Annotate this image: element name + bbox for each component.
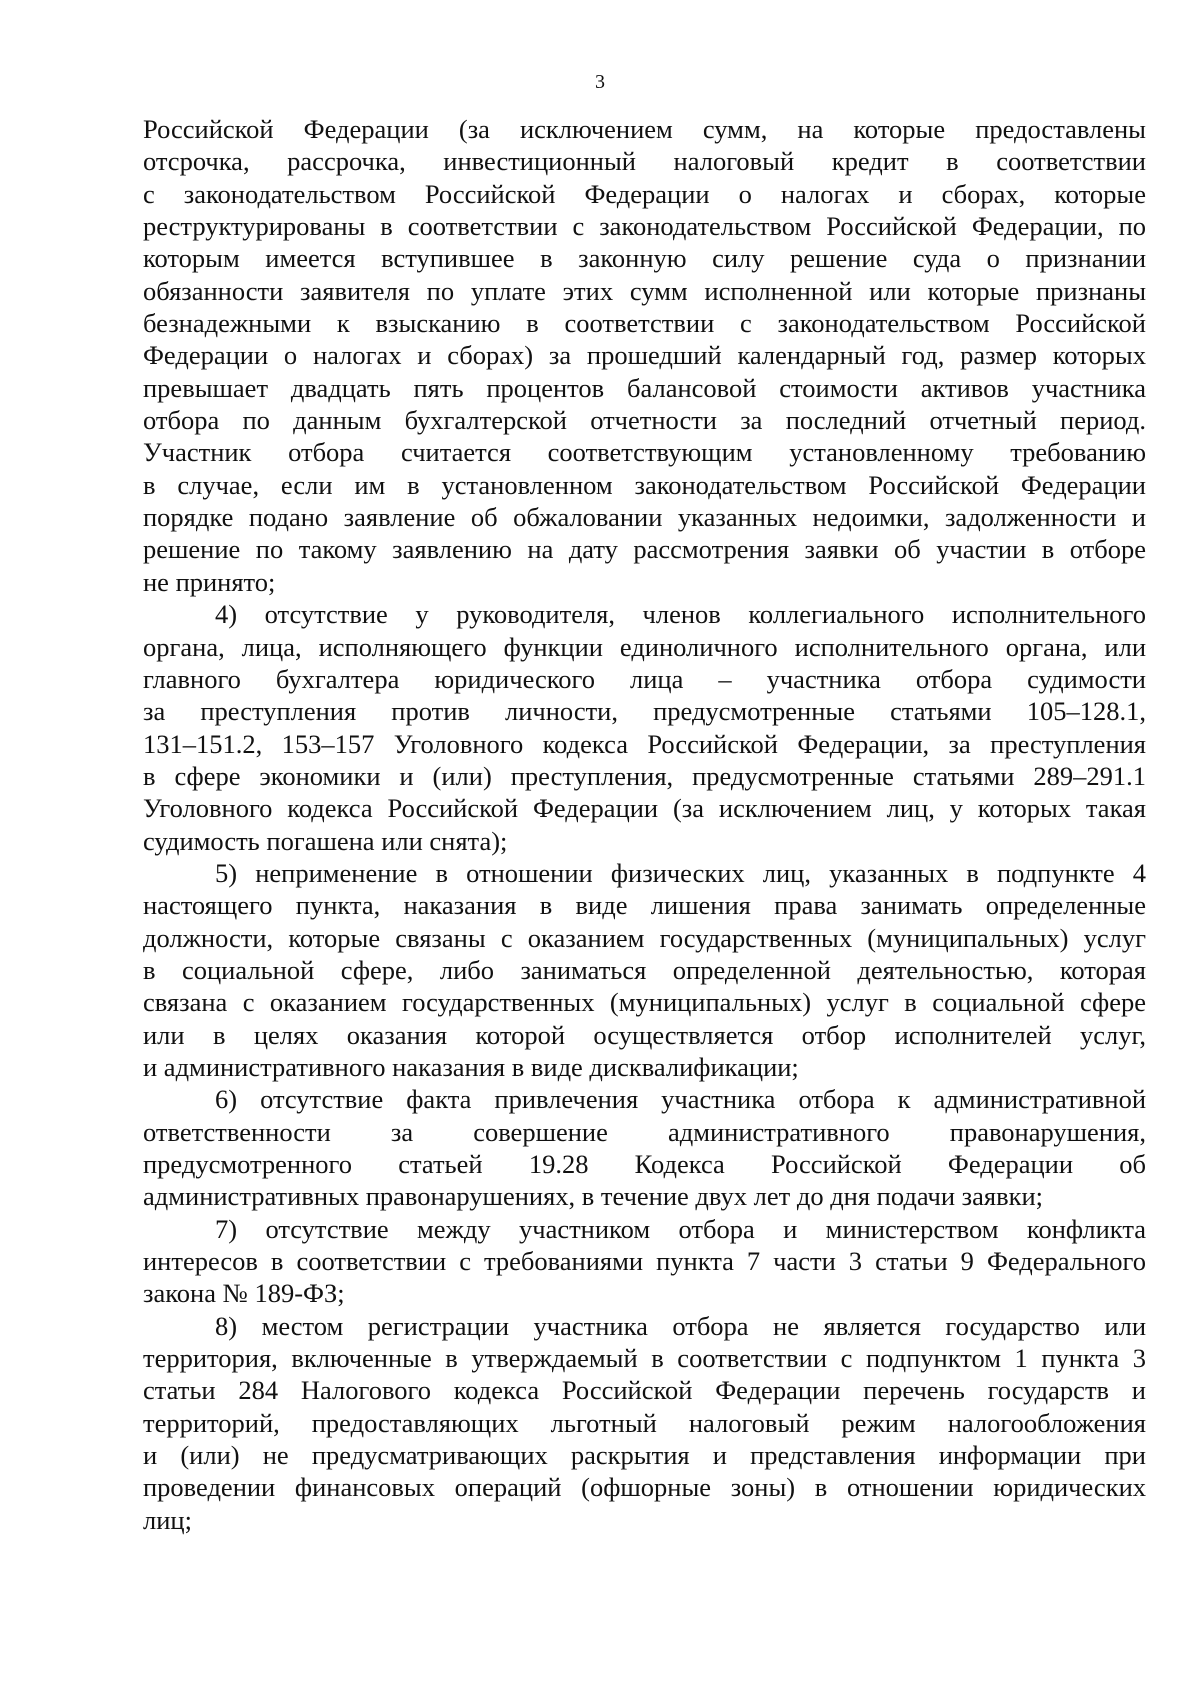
paragraph-item-8-start: 8) местом регистрации участника отбора не является государство или	[215, 1310, 1146, 1341]
text-line: судимость погашена или снята);	[143, 825, 508, 856]
text-line: административных правонарушениях, в течение двух лет до дня подачи заявки;	[143, 1181, 1044, 1212]
text-line: интересов в соответствии с требованиями пункта 7 части 3 статьи 9 Федерального	[143, 1246, 1146, 1277]
text-line: отбора по данным бухгалтерской отчетности за последний отчетный период.	[143, 405, 1146, 436]
text-line: Уголовного кодекса Российской Федерации (за исключением лиц, у которых такая	[143, 793, 1146, 824]
text-line: ответственности за совершение административного правонарушения,	[143, 1116, 1146, 1147]
text-line: и (или) не предусматривающих раскрытия и представления информации при	[143, 1440, 1146, 1471]
text-line: отсрочка, рассрочка, инвестиционный налоговый кредит в соответствии	[143, 146, 1146, 177]
text-line: решение по такому заявлению на дату рассмотрения заявки об участии в отборе	[143, 534, 1146, 565]
text-line: за преступления против личности, предусмотренные статьями 105–128.1,	[143, 696, 1146, 727]
text-line: 131–151.2, 153–157 Уголовного кодекса Российской Федерации, за преступления	[143, 728, 1146, 759]
text-line: превышает двадцать пять процентов балансовой стоимости активов участника	[143, 372, 1146, 403]
paragraph-item-4-start: 4) отсутствие у руководителя, членов коллегиального исполнительного	[215, 599, 1146, 630]
text-line: не принято;	[143, 566, 276, 597]
text-line: настоящего пункта, наказания в виде лишения права занимать определенные	[143, 890, 1146, 921]
text-line: реструктурированы в соответствии с законодательством Российской Федерации, по	[143, 211, 1146, 242]
text-line: Федерации о налогах и сборах) за прошедший календарный год, размер которых	[143, 340, 1146, 371]
text-line: лиц;	[143, 1504, 192, 1535]
paragraph-item-5-start: 5) неприменение в отношении физических лиц, указанных в подпункте 4	[215, 857, 1146, 888]
text-line: с законодательством Российской Федерации о налогах и сборах, которые	[143, 178, 1146, 209]
text-line: территория, включенные в утверждаемый в соответствии с подпунктом 1 пункта 3	[143, 1343, 1146, 1374]
text-line: безнадежными к взысканию в соответствии с законодательством Российской	[143, 308, 1146, 339]
text-line: которым имеется вступившее в законную силу решение суда о признании	[143, 243, 1146, 274]
text-line: порядке подано заявление об обжаловании указанных недоимки, задолженности и	[143, 502, 1146, 533]
text-line: должности, которые связаны с оказанием государственных (муниципальных) услуг	[143, 922, 1146, 953]
text-line: в социальной сфере, либо заниматься определенной деятельностью, которая	[143, 954, 1146, 985]
text-line: и административного наказания в виде дисквалификации;	[143, 1051, 799, 1082]
text-line: или в целях оказания которой осуществляется отбор исполнителей услуг,	[143, 1019, 1146, 1050]
text-line: предусмотренного статьей 19.28 Кодекса Российской Федерации об	[143, 1149, 1146, 1179]
text-line: Участник отбора считается соответствующим установленному требованию	[143, 437, 1146, 468]
text-line: территорий, предоставляющих льготный налоговый режим налогообложения	[143, 1407, 1146, 1438]
text-line: проведении финансовых операций (офшорные зоны) в отношении юридических	[143, 1472, 1146, 1503]
document-body	[143, 113, 1146, 1536]
text-line: закона № 189-ФЗ;	[143, 1278, 345, 1309]
paragraph-item-6-start: 6) отсутствие факта привлечения участника отбора к административной	[215, 1084, 1146, 1115]
text-line: связана с оказанием государственных (муниципальных) услуг в социальной сфере	[143, 987, 1146, 1018]
page-number: 3	[595, 71, 605, 93]
paragraph-item-7-start: 7) отсутствие между участником отбора и министерством конфликта	[215, 1213, 1146, 1244]
text-line: обязанности заявителя по уплате этих сумм исполненной или которые признаны	[143, 275, 1146, 306]
text-line: в сфере экономики и (или) преступления, предусмотренные статьями 289–291.1	[143, 760, 1146, 791]
text-line: в случае, если им в установленном законодательством Российской Федерации	[143, 469, 1146, 500]
text-line: главного бухгалтера юридического лица – участника отбора судимости	[143, 663, 1146, 694]
text-line: статьи 284 Налогового кодекса Российской Федерации перечень государств и	[143, 1375, 1146, 1406]
text-line: Российской Федерации (за исключением сумм, на которые предоставлены	[143, 114, 1146, 144]
text-line: органа, лица, исполняющего функции единоличного исполнительного органа, или	[143, 631, 1146, 662]
